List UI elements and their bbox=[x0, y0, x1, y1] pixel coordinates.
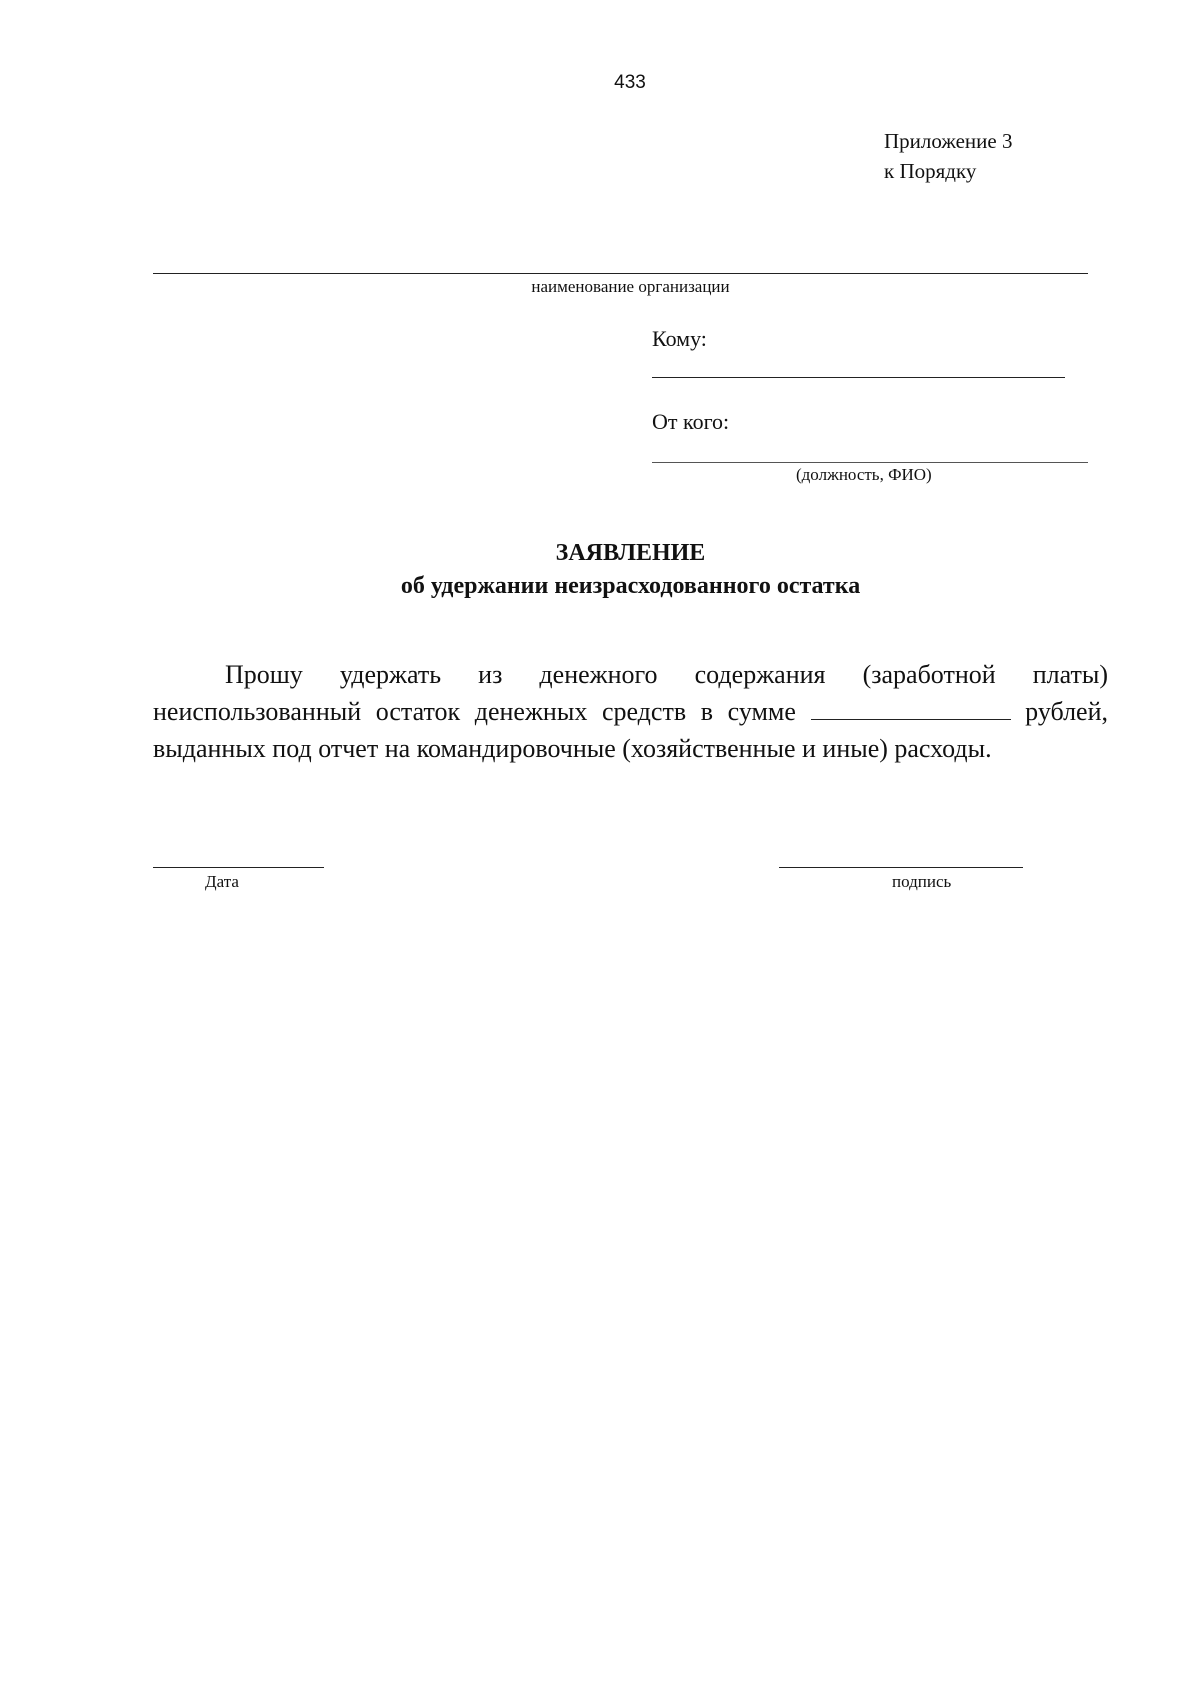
organization-name-line bbox=[153, 273, 1088, 274]
recipient-line bbox=[652, 377, 1065, 378]
document-title bbox=[153, 537, 1108, 603]
appendix-note bbox=[884, 126, 1012, 186]
body-text-part-2: рублей, выданных под отчет на командировочные (хозяйственные и иные) расходы. bbox=[153, 697, 1108, 763]
appendix-line-2: к Порядку bbox=[884, 159, 977, 183]
title-line-2: об удержании неизрасходованного остатка bbox=[400, 573, 861, 599]
signature-caption: подпись bbox=[892, 872, 952, 891]
sender-line bbox=[652, 462, 1088, 463]
title-line-1: ЗАЯВЛЕНИЕ bbox=[555, 540, 706, 566]
date-line bbox=[153, 867, 324, 868]
application-body bbox=[153, 656, 1108, 767]
body-text-part-1: Прошу удержать из денежного содержания (заработной платы) неиспользованный остаток денежных средств в сумме bbox=[153, 660, 1108, 726]
amount-blank bbox=[811, 697, 1011, 720]
appendix-line-1: Приложение 3 bbox=[884, 129, 1013, 153]
sender-label: От кого: bbox=[652, 409, 730, 434]
date-caption: Дата bbox=[205, 872, 239, 891]
page-number: 433 bbox=[614, 72, 646, 93]
recipient-label: Кому: bbox=[652, 326, 707, 351]
sender-caption: (должность, ФИО) bbox=[796, 465, 932, 484]
organization-name-caption: наименование организации bbox=[531, 277, 730, 296]
signature-line bbox=[779, 867, 1023, 868]
